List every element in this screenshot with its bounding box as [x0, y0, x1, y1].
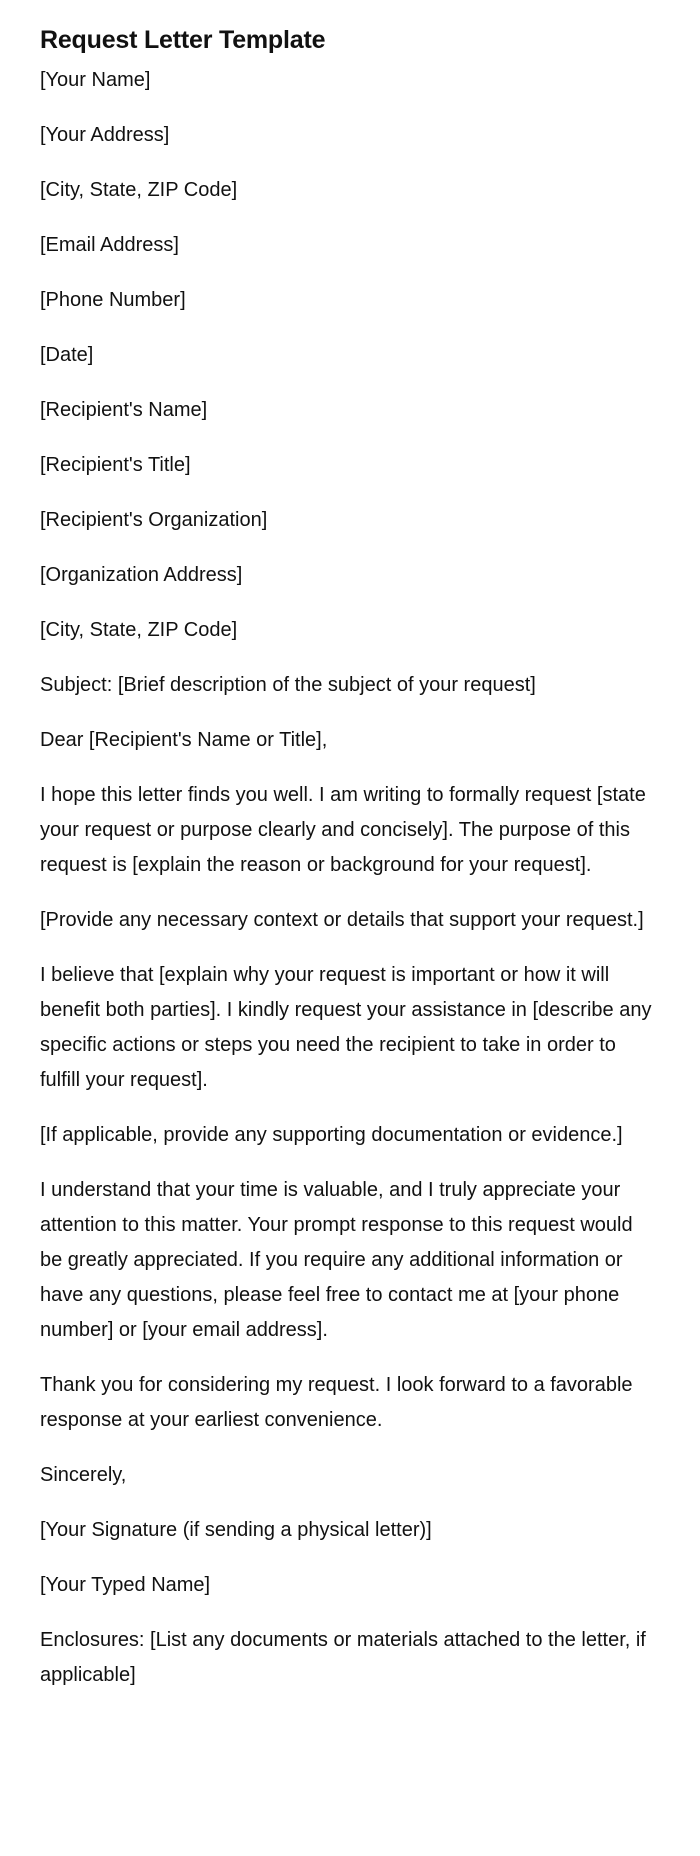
recipient-city-state-zip: [City, State, ZIP Code]: [40, 619, 238, 641]
sender-city-state-zip: [City, State, ZIP Code]: [40, 179, 238, 201]
sender-address: [Your Address]: [40, 124, 170, 146]
sender-email: [Email Address]: [40, 234, 179, 256]
recipient-title: [Recipient's Title]: [40, 454, 191, 476]
body-paragraph-appreciation: I understand that your time is valuable, and I truly appreciate your attention to this matter. Your prompt response to this request would be greatly appreciated. If you require any additional information or have any questions, please feel free to contact me at [your phone number] or [your email address].: [40, 1179, 633, 1341]
document-title: Request Letter Template: [40, 26, 326, 54]
body-paragraph-context: [Provide any necessary context or details that support your request.]: [40, 909, 644, 931]
body-paragraph-documentation: [If applicable, provide any supporting documentation or evidence.]: [40, 1124, 623, 1146]
organization-address: [Organization Address]: [40, 564, 243, 586]
signature-placeholder: [Your Signature (if sending a physical letter)]: [40, 1519, 432, 1541]
letter-date: [Date]: [40, 344, 94, 366]
enclosures: Enclosures: [List any documents or materials attached to the letter, if applicable]: [40, 1629, 646, 1686]
salutation: Dear [Recipient's Name or Title],: [40, 729, 328, 751]
body-paragraph-thanks: Thank you for considering my request. I look forward to a favorable response at your earliest convenience.: [40, 1374, 633, 1431]
recipient-organization: [Recipient's Organization]: [40, 509, 268, 531]
body-paragraph-request: I hope this letter finds you well. I am writing to formally request [state your request or purpose clearly and concisely]. The purpose of this request is [explain the reason or background for your request].: [40, 784, 646, 876]
sender-name: [Your Name]: [40, 69, 151, 91]
subject-line: Subject: [Brief description of the subject of your request]: [40, 674, 536, 696]
closing: Sincerely,: [40, 1464, 127, 1486]
sender-phone: [Phone Number]: [40, 289, 186, 311]
body-paragraph-benefit: I believe that [explain why your request is important or how it will benefit both parties]. I kindly request your assistance in [describe any specific actions or steps you need the recipient to take in order to fulfill your request].: [40, 964, 652, 1091]
typed-name: [Your Typed Name]: [40, 1574, 211, 1596]
recipient-name: [Recipient's Name]: [40, 399, 208, 421]
